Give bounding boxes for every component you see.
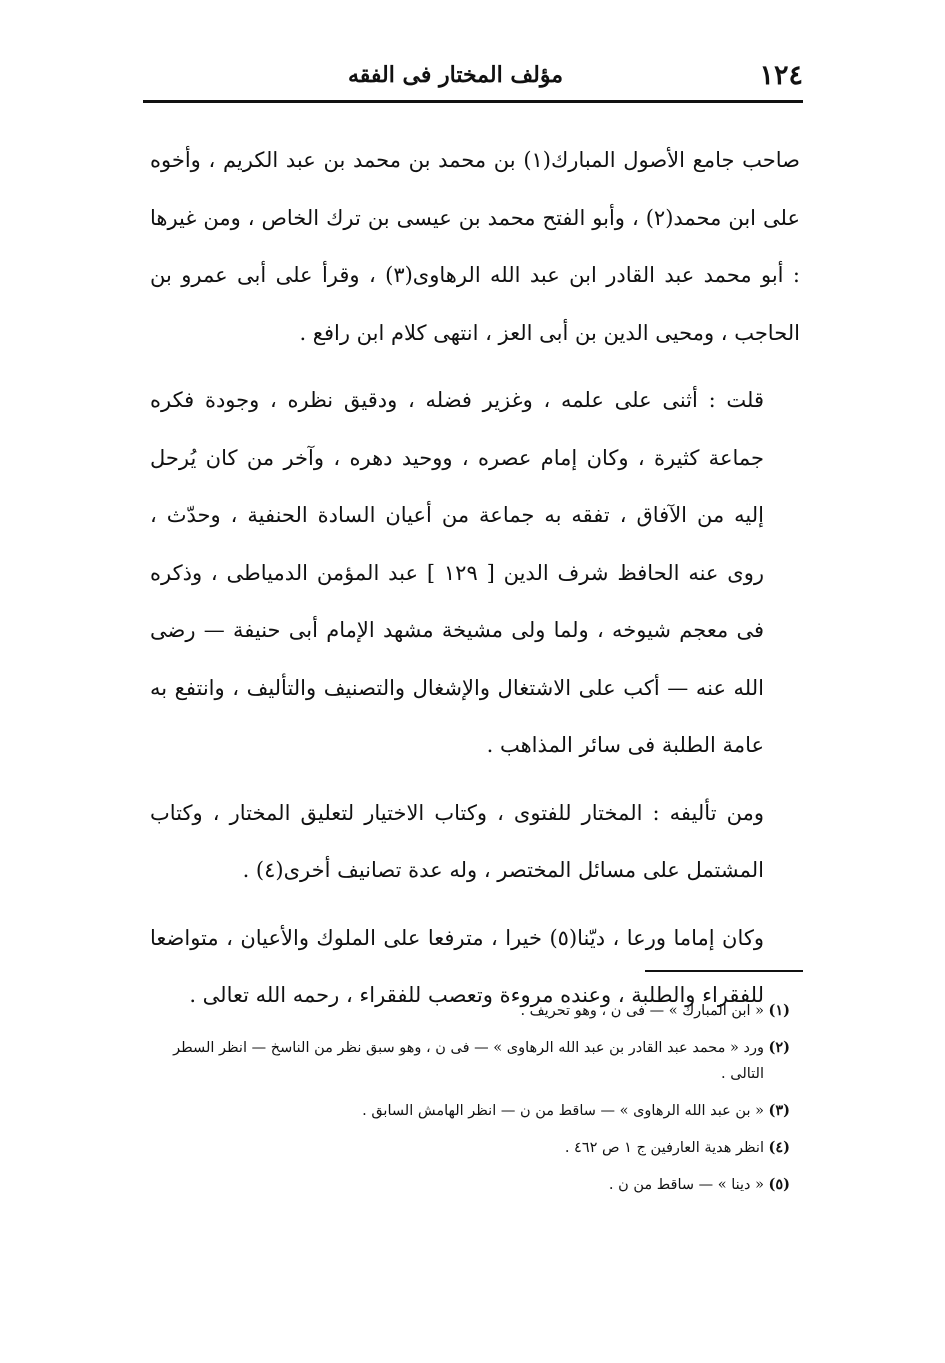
footnote-text: « دينا » — ساقط من ن . (608, 1177, 764, 1193)
footnote-number: (٥) (768, 1176, 790, 1193)
paragraph: قلت : أثنى على علمه ، وغزير فضله ، ودقيق نظره ، وجودة فكره جماعة كثيرة ، وكان إمام عصره ، ووحيد دهره ، وآخر من كان يُرحل إليه من الآفاق ، تفقه به جماعة من أعيان السادة الحنفية ، وحدّث ، روى عنه الحافظ شرف الدين [ ١٢٩ ] عبد المؤمن الدمياطى ، وذكره فى معجم شيوخه ، ولما ولى مشيخة مشهد الإمام أبى حنيفة — رضى الله عنه — أكب على الاشتغال والإشغال والتصنيف والتأليف ، وانتفع به عامة الطلبة فى سائر المذاهب . (150, 388, 764, 757)
footnote-rule (645, 970, 803, 972)
page-header (143, 52, 803, 98)
footnote-number: (١) (768, 1002, 790, 1019)
footnote (150, 998, 790, 1024)
page-number: ١٢٤ (759, 59, 803, 91)
footnote-text: انظر هدية العارفين ج ١ ص ٤٦٢ . (564, 1140, 764, 1156)
running-title: مؤلف المختار فى الفقه (347, 62, 563, 88)
footnote-number: (٤) (768, 1139, 790, 1156)
footnote (150, 1172, 790, 1198)
header-rule (143, 100, 803, 103)
footnote (150, 1035, 790, 1087)
main-text (150, 132, 800, 1025)
footnote (150, 1135, 790, 1161)
footnote-text: ورد « محمد عبد القادر بن عبد الله الرهاوى » — فى ن ، وهو سبق نظر من الناسخ — انظر السطر التالى . (173, 1040, 764, 1082)
footnote-text: « بن عبد الله الرهاوى » — ساقط من ن — انظر الهامش السابق . (362, 1103, 764, 1119)
footnote-number: (٢) (768, 1039, 790, 1056)
footnote-text: « ابن المبارك » — فى ن ، وهو تحريف . (520, 1003, 764, 1019)
footnote (150, 1098, 790, 1124)
footnote-number: (٣) (768, 1102, 790, 1119)
paragraph: وكان إماما ورعا ، ديّنا(٥) خيرا ، مترفعا على الملوك والأعيان ، متواضعا للفقراء والطلبة ، وعنده مروءة وتعصب للفقراء ، رحمه الله تعالى . (150, 925, 765, 1007)
paragraph: ومن تأليفه : المختار للفتوى ، وكتاب الاختيار لتعليق المختار ، وكتاب المشتمل على مسائل المختصر ، وله عدة تصانيف أخرى(٤) . (150, 800, 764, 882)
paragraph: صاحب جامع الأصول المبارك(١) بن محمد بن محمد بن عبد الكريم ، وأخوه على ابن محمد(٢) ، وأبو الفتح محمد بن عيسى بن ترك الخاص ، ومن غيرها : أبو محمد عبد القادر ابن عبد الله الرهاوى(٣) ، وقرأ على أبى عمرو بن الحاجب ، ومحيى الدين بن أبى العز ، انتهى كلام ابن رافع . (150, 148, 800, 345)
footnotes (150, 998, 790, 1198)
